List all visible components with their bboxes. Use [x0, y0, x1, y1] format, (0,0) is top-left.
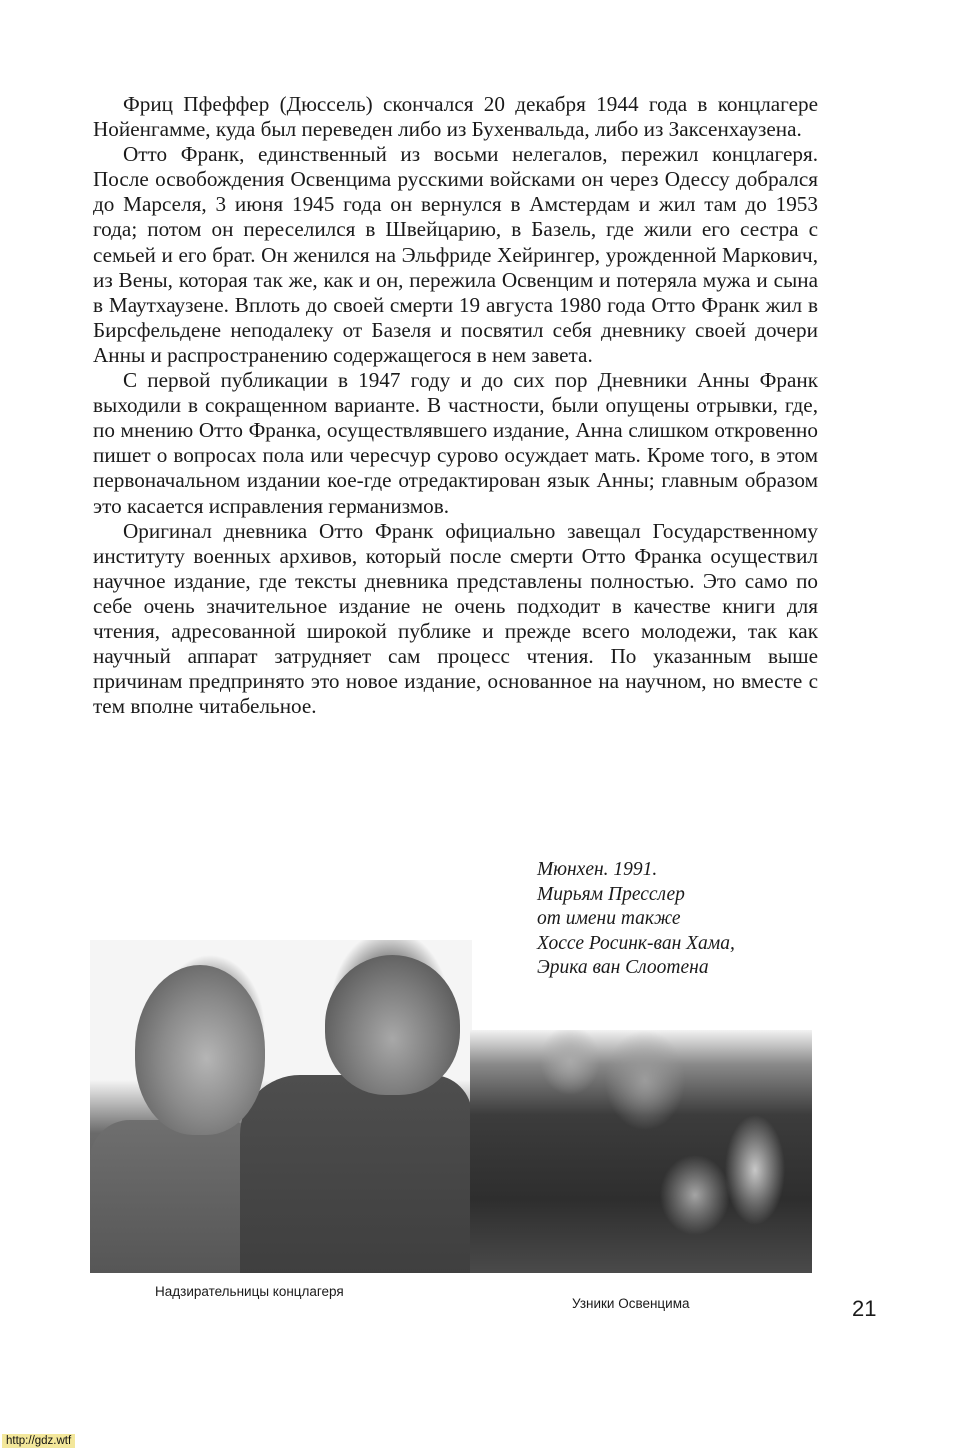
- photo-figure-right-coat: [240, 1075, 472, 1273]
- page-number: 21: [852, 1296, 877, 1321]
- signature-coauthor-2: Эрика ван Слоотена: [537, 957, 709, 979]
- signature-on-behalf: от имени также: [537, 908, 681, 930]
- paragraph-otto-frank: Отто Франк, единственный из восьми нелегалов, пережил концлагеря. После освобождения Освенцима русскими войсками он через Одессу добрался до Марселя, 3 июня 1945 года он вернулся в Амстердам и жил там до 1953 года; потом он переселился в Швейцарию, в Базель, где жили его сестра с семьей и его брат. Он женился на Эльфриде Хейрингер, урожденной Маркович, из Вены, которая так же, как и он, пережила Освенцим и потеряла мужа и сына в Маутхаузене. Вплоть до своей смерти 19 августа 1980 года Отто Франк жил в Бирсфельдене неподалеку от Базеля и посвятил себя дневнику своей дочери Анны и распространению содержащегося в нем завета.: [93, 142, 818, 367]
- signature-place-date: Мюнхен. 1991.: [537, 859, 658, 880]
- signature-coauthor-1: Хоссе Росинк-ван Хама,: [537, 932, 735, 954]
- photo-figure-left-coat: [90, 1120, 265, 1273]
- paragraph-original-diary: Оригинал дневника Отто Франк официально завещал Государственному институту военных архивов, который после смерти Отто Франка осуществил научное издание, где тексты дневника представлены полностью. Это само по себе очень значительное издание не очень подходит в качестве книги для чтения, адресованной широкой публике и прежде всего молодежи, так как научный аппарат затрудняет сам процесс чтения. По указанным выше причинам предпринято это новое издание, основанное на научном, но вместе с тем вполне читабельное.: [93, 518, 818, 719]
- signature-block: [537, 858, 827, 981]
- paragraph-pfeffer: Фриц Пфеффер (Дюссель) скончался 20 декабря 1944 года в концлагере Нойенгамме, куда был переведен либо из Бухенвальда, либо из Заксенхаузена.: [93, 92, 818, 142]
- photo-auschwitz-prisoners: [470, 1030, 812, 1273]
- caption-camp-guards: Надзирательницы концлагеря: [155, 1284, 344, 1299]
- paragraph-publication: С первой публикации в 1947 году и до сих пор Дневники Анны Франк выходили в сокращенном варианте. В частности, были опущены отрывки, где, по мнению Отто Франка, осуществлявшего издание, Анна слишком откровенно пишет о вопросах пола или чересчур сурово осуждает мать. Кроме того, в этом первоначальном издании кое-где отредактирован язык Анны; главным образом это касается исправления германизмов.: [93, 368, 818, 518]
- photo-figure-right-head: [325, 955, 460, 1095]
- caption-auschwitz-prisoners: Узники Освенцима: [572, 1296, 690, 1311]
- body-text: [93, 92, 818, 719]
- signature-author: Мирьям Пресслер: [537, 883, 685, 905]
- watermark-link[interactable]: http://gdz.wtf: [2, 1434, 75, 1448]
- photo-camp-guards: [90, 940, 472, 1273]
- photo-figure-left-head: [135, 965, 265, 1135]
